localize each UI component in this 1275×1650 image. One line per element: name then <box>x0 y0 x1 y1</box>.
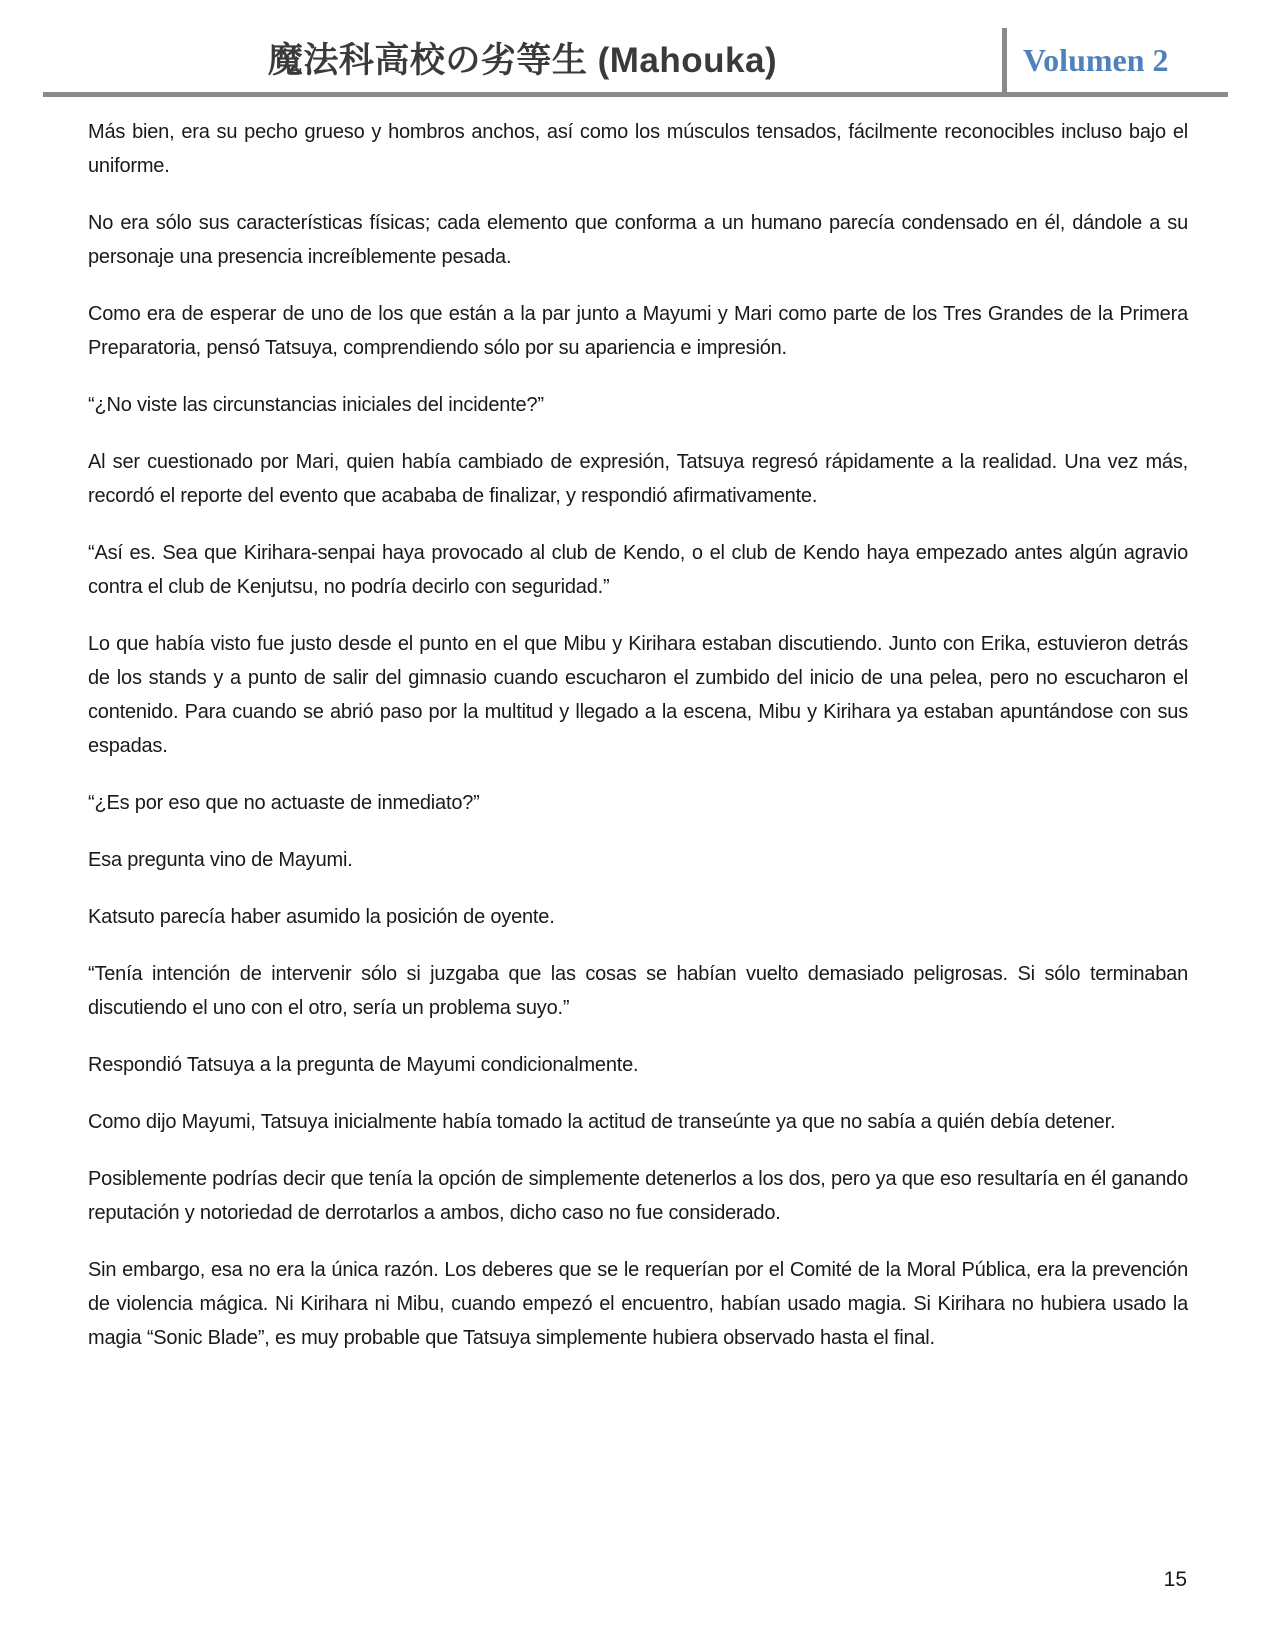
paragraph-dialogue: “Tenía intención de intervenir sólo si juzgaba que las cosas se habían vuelto demasiado peligrosas. Si sólo terminaban discutiendo el uno con el otro, sería un problema suyo.” <box>88 963 1188 1019</box>
paragraph: Esa pregunta vino de Mayumi. <box>88 849 353 871</box>
paragraph: Como era de esperar de uno de los que están a la par junto a Mayumi y Mari como parte de los Tres Grandes de la Primera Preparatoria, pensó Tatsuya, comprendiendo sólo por su apariencia e impresión. <box>88 303 1188 359</box>
paragraph: Como dijo Mayumi, Tatsuya inicialmente había tomado la actitud de transeúnte ya que no sabía a quién debía detener. <box>88 1111 1116 1133</box>
paragraph: Sin embargo, esa no era la única razón. Los deberes que se le requerían por el Comité de la Moral Pública, era la prevención de violencia mágica. Ni Kirihara ni Mibu, cuando empezó el encuentro, habían usado magia. Si Kirihara no hubiera usado la magia “Sonic Blade”, es muy probable que Tatsuya simplemente hubiera observado hasta el final. <box>88 1259 1188 1349</box>
paragraph-dialogue: “¿Es por eso que no actuaste de inmediato?” <box>88 792 480 814</box>
page-body <box>0 97 1275 1355</box>
paragraph: No era sólo sus características físicas; cada elemento que conforma a un humano parecía condensado en él, dándole a su personaje una presencia increíblemente pesada. <box>88 212 1188 268</box>
document-title: 魔法科高校の劣等生 (Mahouka) <box>267 41 778 80</box>
page-number: 15 <box>1163 1568 1187 1591</box>
paragraph-dialogue: “Así es. Sea que Kirihara-senpai haya provocado al club de Kendo, o el club de Kendo haya empezado antes algún agravio contra el club de Kenjutsu, no podría decirlo con seguridad.” <box>88 542 1188 598</box>
title-cell <box>43 33 1002 92</box>
paragraph-dialogue: “¿No viste las circunstancias iniciales del incidente?” <box>88 394 544 416</box>
paragraph: Más bien, era su pecho grueso y hombros anchos, así como los músculos tensados, fácilmente reconocibles incluso bajo el uniforme. <box>88 121 1188 177</box>
header-row <box>43 0 1228 92</box>
paragraph: Posiblemente podrías decir que tenía la opción de simplemente detenerlos a los dos, pero ya que eso resultaría en él ganando reputación y notoriedad de derrotarlos a ambos, dicho caso no fue considerado. <box>88 1168 1188 1224</box>
paragraph: Al ser cuestionado por Mari, quien había cambiado de expresión, Tatsuya regresó rápidamente a la realidad. Una vez más, recordó el reporte del evento que acababa de finalizar, y respondió afirmativamente. <box>88 451 1188 507</box>
page-header <box>0 0 1275 97</box>
volume-label: Volumen 2 <box>1023 41 1169 78</box>
paragraph: Katsuto parecía haber asumido la posición de oyente. <box>88 906 555 928</box>
paragraph: Lo que había visto fue justo desde el punto en el que Mibu y Kirihara estaban discutiendo. Junto con Erika, estuvieron detrás de los stands y a punto de salir del gimnasio cuando escucharon el zumbido del inicio de una pelea, pero no escucharon el contenido. Para cuando se abrió paso por la multitud y llegado a la escena, Mibu y Kirihara ya estaban apuntándose con sus espadas. <box>88 633 1188 757</box>
paragraph: Respondió Tatsuya a la pregunta de Mayumi condicionalmente. <box>88 1054 639 1076</box>
header-vertical-divider <box>1002 28 1228 92</box>
